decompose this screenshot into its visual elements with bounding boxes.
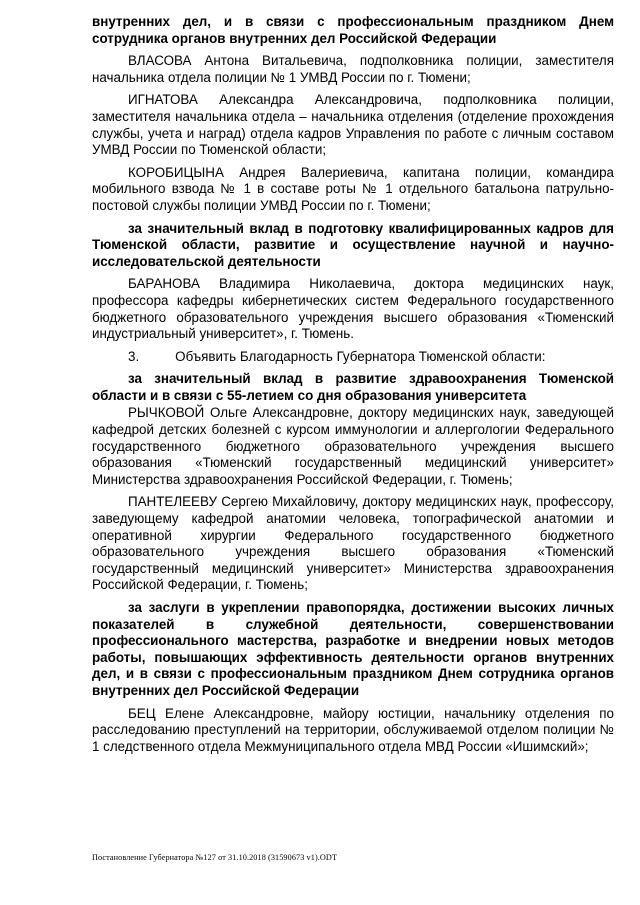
- award-reason-heading: внутренних дел, и в связи с профессиональным праздником Днем сотрудника органов внутренних дел Российской Федерации: [92, 14, 614, 46]
- award-recipient-paragraph: БАРАНОВА Владимира Николаевича, доктора медицинских наук, профессора кафедры кибернетических систем Федерального государственного бюджетного образовательного учреждения высшего образования «Тюменский индустриальный университет», г. Тюмень.: [92, 276, 614, 342]
- award-recipient-paragraph: ВЛАСОВА Антона Витальевича, подполковника полиции, заместителя начальника отдела полиции № 1 УМВД России по г. Тюмени;: [92, 53, 614, 85]
- award-reason-heading: за заслуги в укреплении правопорядка, достижении высоких личных показателей в служебной деятельности, совершенствовании профессионального мастерства, разработке и внедрении новых методов работы, повышающих эффективность деятельности органов внутренних дел, и в связи с профессиональным праздником Днем сотрудника органов внутренних дел Российской Федерации: [92, 600, 614, 698]
- award-recipient-paragraph: ПАНТЕЛЕЕВУ Сергею Михайловичу, доктору медицинских наук, профессору, заведующему кафедрой анатомии человека, топографической анатомии и оперативной хирургии Федерального государственного бюджетного образовательного учреждения высшего образования «Тюменский государственный медицинский университет» Министерства здравоохранения Российской Федерации, г. Тюмень;: [92, 494, 614, 593]
- award-reason-heading: за значительный вклад в подготовку квалифицированных кадров для Тюменской области, развитие и осуществление научной и научно-исследовательской деятельности: [92, 220, 614, 269]
- award-recipient-paragraph: КОРОБИЦЫНА Андрея Валериевича, капитана полиции, командира мобильного взвода № 1 в составе роты № 1 отдельного батальона патрульно-постовой службы полиции УМВД России по г. Тюмени;: [92, 164, 614, 213]
- award-reason-heading: за значительный вклад в развитие здравоохранения Тюменской области и в связи с 55-летием со дня образования университета: [92, 371, 614, 403]
- document-footer: Постановление Губернатора №127 от 31.10.2018 (31590673 v1).ODT: [92, 853, 338, 862]
- award-recipient-paragraph: ИГНАТОВА Александра Александровича, подполковника полиции, заместителя начальника отдела – начальника отделения (отделение прохождения службы, учета и наград) отдела кадров Управления по работе с личным составом УМВД России по Тюменской области;: [92, 92, 614, 158]
- document-body: [92, 14, 614, 761]
- award-recipient-paragraph: РЫЧКОВОЙ Ольге Александровне, доктору медицинских наук, заведующей кафедрой детских болезней с курсом иммунологии и аллергологии Федерального государственного бюджетного образовательного учреждения высшего образования «Тюменский государственный медицинский университет» Министерства здравоохранения Российской Федерации, г. Тюмень;: [92, 405, 614, 487]
- item-text: Объявить Благодарность Губернатора Тюменской области:: [175, 348, 546, 364]
- item-number: 3.: [128, 348, 140, 364]
- numbered-item: [92, 349, 614, 366]
- award-recipient-paragraph: БЕЦ Елене Александровне, майору юстиции, начальнику отделения по расследованию преступлений на территории, обслуживаемой отделом полиции № 1 следственного отдела Межмуниципального отдела МВД России «Ишимский»;: [92, 705, 614, 754]
